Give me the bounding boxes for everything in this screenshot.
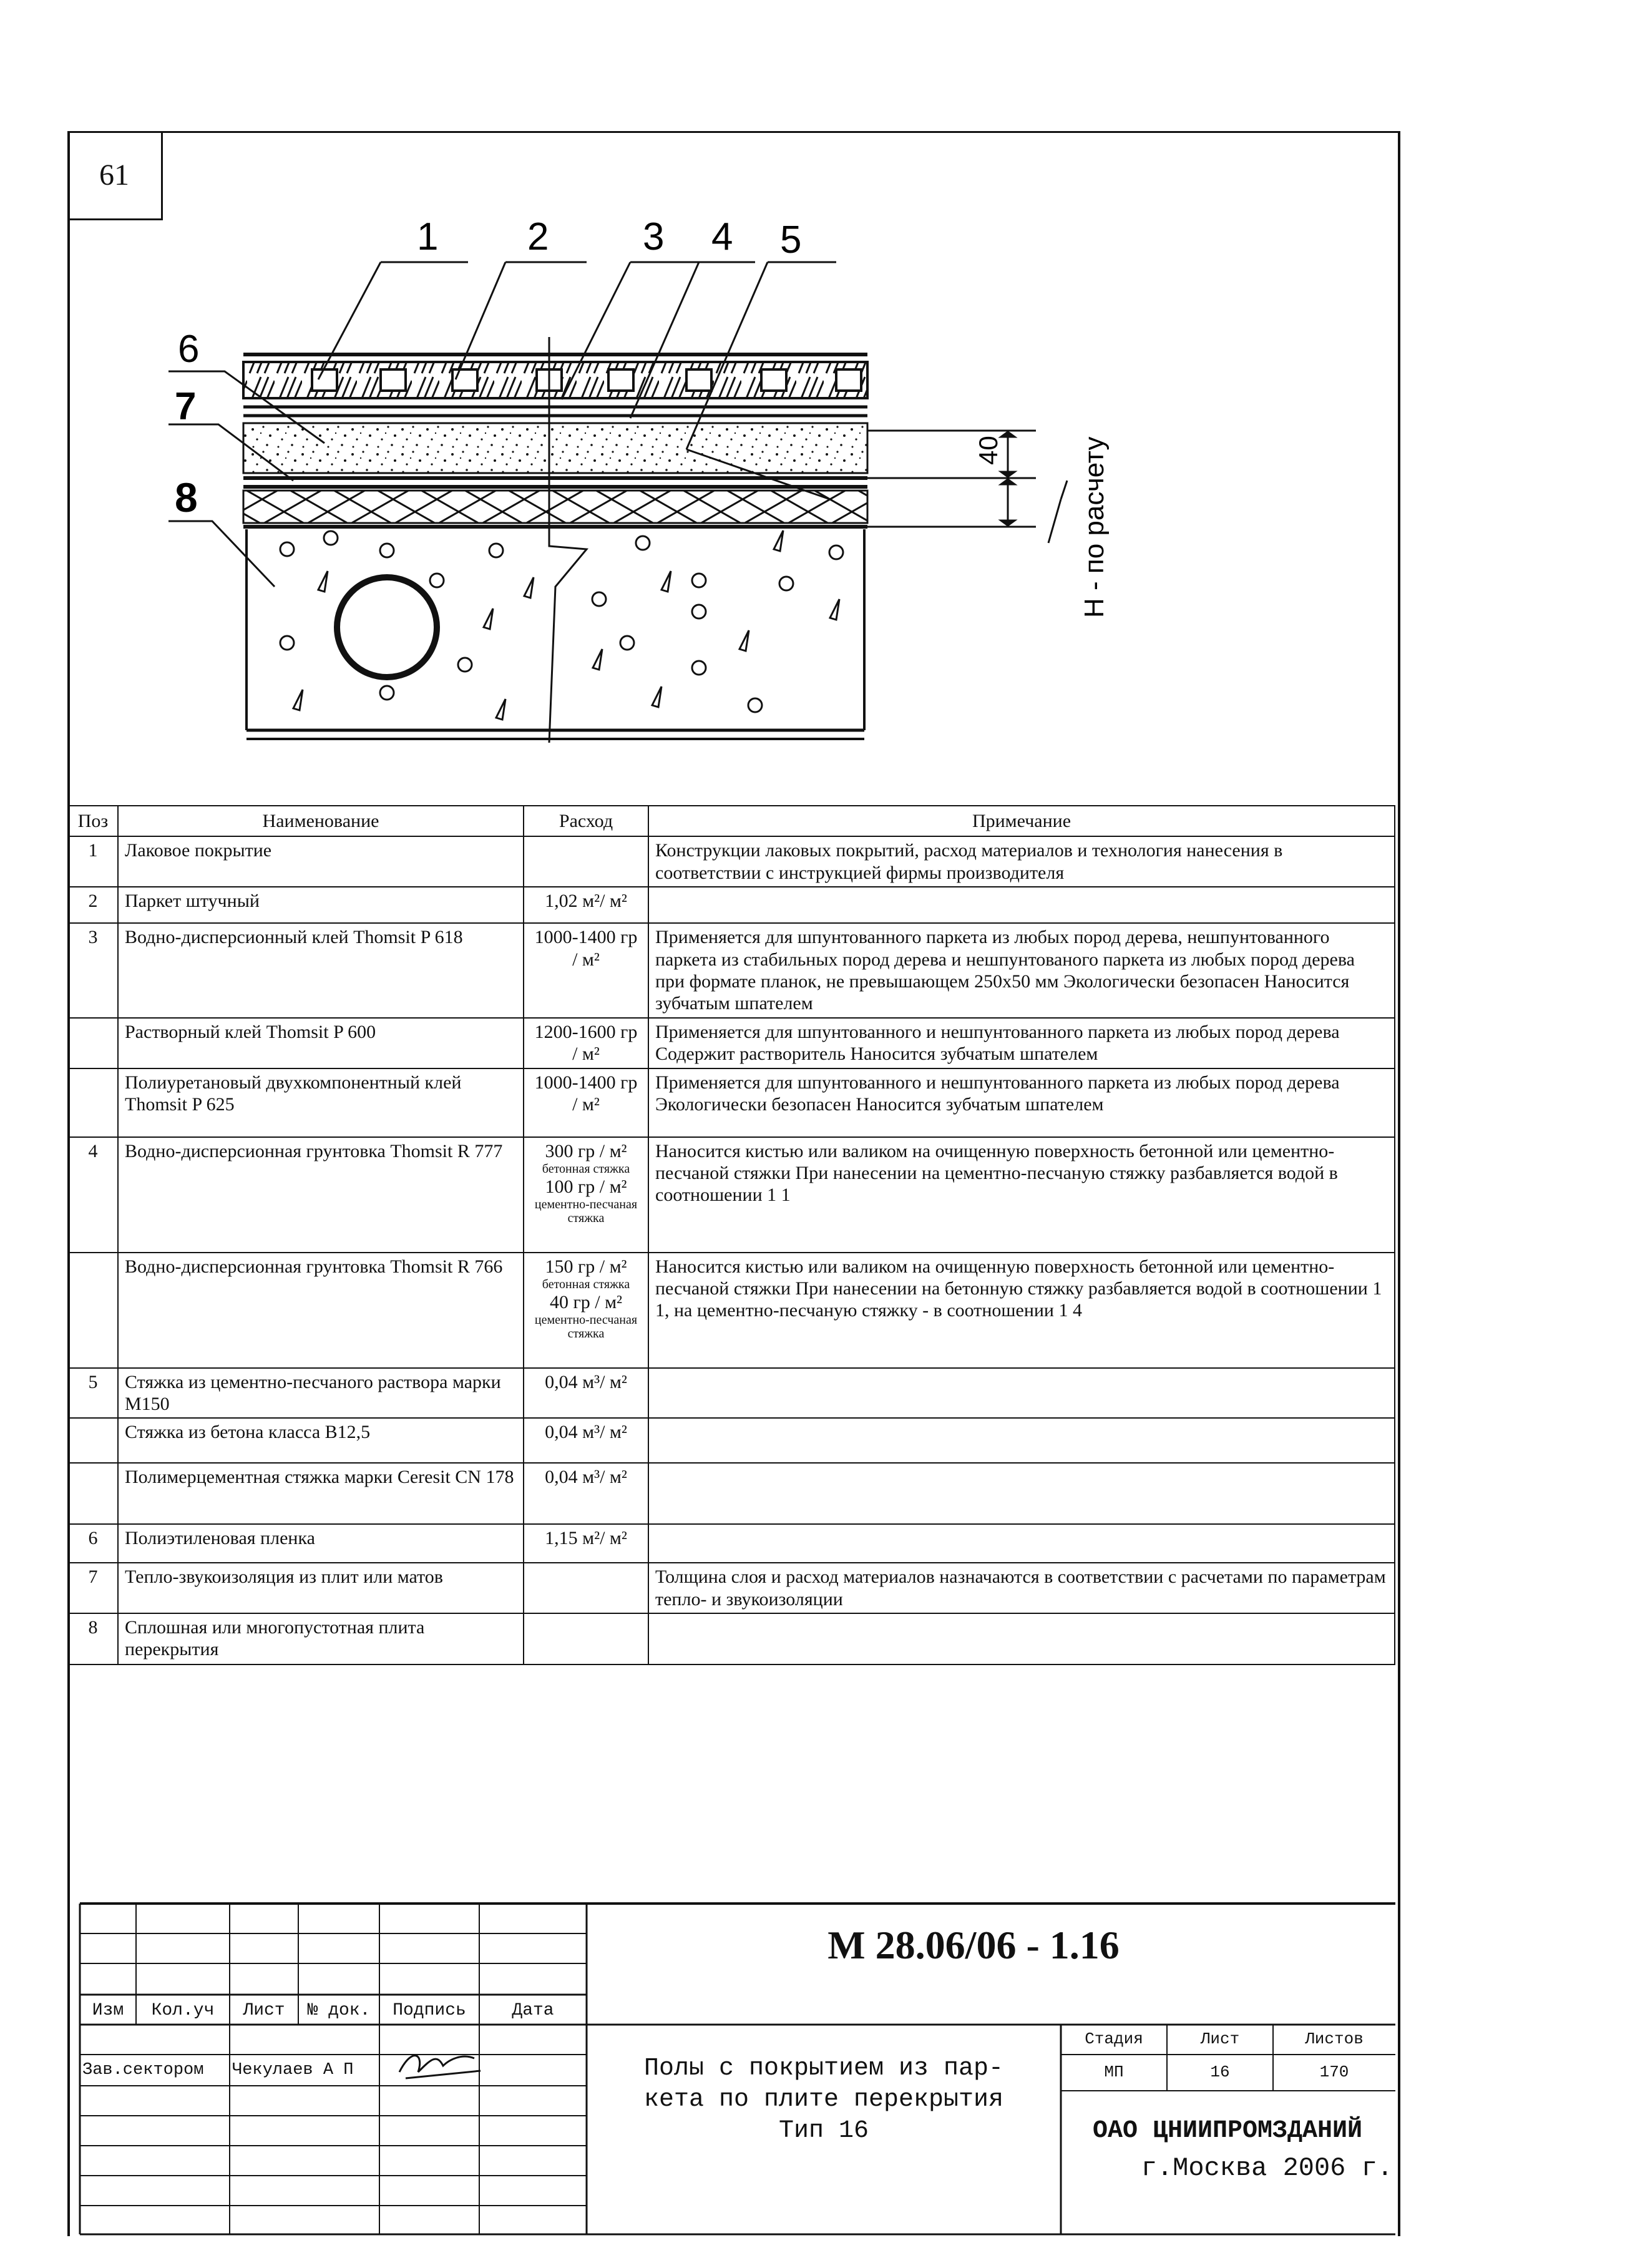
row-note: Толщина слоя и расход материалов назначаются в соответствии с расчетами по параметрам тепло- и звукоизоляции <box>648 1563 1395 1613</box>
organization-name: ОАО ЦНИИПРОМЗДАНИЙ <box>1092 2117 1363 2145</box>
sheet-label: Лист <box>1200 2030 1240 2048</box>
row-pos: 2 <box>68 887 118 923</box>
row-rate: 1,15 м²/ м² <box>524 1524 648 1563</box>
row-pos: 3 <box>68 923 118 1018</box>
dimension-40: 40 <box>974 436 1003 465</box>
row-rate: 1200-1600 гр / м² <box>524 1018 648 1068</box>
header-rate: Расход <box>524 806 648 836</box>
stage-value: МП <box>1104 2063 1124 2081</box>
col-kol-uch: Кол.уч <box>151 2001 215 2020</box>
row-name: Водно-дисперсионный клей Thomsit P 618 <box>118 923 524 1018</box>
row-note: Наносится кистью или валиком на очищенную поверхность бетонной или цементно-песчаной стяжки При нанесении на цементно-песчаную стяжку разбавляется водой в соотношении 1 1 <box>648 1137 1395 1253</box>
row-name: Лаковое покрытие <box>118 836 524 887</box>
row-rate: 0,04 м³/ м² <box>524 1463 648 1524</box>
row-pos: 5 <box>68 1368 118 1419</box>
row-rate: 1,02 м²/ м² <box>524 887 648 923</box>
callout-3: 3 <box>643 215 665 258</box>
row-pos: 6 <box>68 1524 118 1563</box>
dimension-h-label: H - по расчету <box>1079 436 1110 618</box>
row-name: Водно-дисперсионная грунтовка Thomsit R 777 <box>118 1137 524 1253</box>
rate-value: 40 гр / м² <box>549 1291 623 1312</box>
rate-subnote: цементно-песчаная стяжка <box>534 1313 638 1341</box>
sheet-title-line: кета по плите перекрытия <box>643 2086 1004 2114</box>
rate-subnote: цементно-песчаная стяжка <box>534 1198 638 1226</box>
row-rate: 0,04 м³/ м² <box>524 1418 648 1463</box>
callout-2: 2 <box>527 215 549 258</box>
row-pos: 8 <box>68 1613 118 1664</box>
sheets-label: Листов <box>1305 2030 1364 2048</box>
col-izm: Изм <box>92 2001 124 2020</box>
callout-8: 8 <box>175 474 198 521</box>
row-rate: 1000-1400 гр / м² <box>524 1068 648 1137</box>
row-name: Полимерцементная стяжка марки Ceresit CN 178 <box>118 1463 524 1524</box>
sheet-title-line: Полы с покрытием из пар- <box>643 2055 1004 2083</box>
row-name: Водно-дисперсионная грунтовка Thomsit R 766 <box>118 1253 524 1368</box>
header-name: Наименование <box>118 806 524 836</box>
row-rate: 1000-1400 гр / м² <box>524 923 648 1018</box>
stage-label: Стадия <box>1085 2030 1143 2048</box>
callout-1: 1 <box>417 215 439 258</box>
signature <box>399 2056 481 2078</box>
row-name: Сплошная или многопустотная плита перекрытия <box>118 1613 524 1664</box>
callout-7: 7 <box>175 385 197 428</box>
sheet-value: 16 <box>1210 2063 1230 2081</box>
row-note: Конструкции лаковых покрытий, расход материалов и технология нанесения в соответствии с инструкцией фирмы производителя <box>648 836 1395 887</box>
rate-value: 300 гр / м² <box>545 1140 627 1161</box>
row-name: Полиэтиленовая пленка <box>118 1524 524 1563</box>
row-name: Стяжка из бетона класса В12,5 <box>118 1418 524 1463</box>
row-pos: 7 <box>68 1563 118 1613</box>
col-doc-no: № док. <box>307 2001 371 2020</box>
sheet-title-line: Тип 16 <box>778 2117 869 2145</box>
row-rate: 0,04 м³/ м² <box>524 1368 648 1419</box>
city-year: г.Москва 2006 г. <box>1141 2153 1393 2183</box>
row-name: Растворный клей Thomsit P 600 <box>118 1018 524 1068</box>
callout-4: 4 <box>711 215 733 258</box>
row-name: Паркет штучный <box>118 887 524 923</box>
row-pos: 1 <box>68 836 118 887</box>
position-label: Зав.сектором <box>82 2061 204 2080</box>
rate-subnote: бетонная стяжка <box>542 1161 630 1176</box>
row-note: Наносится кистью или валиком на очищенную поверхность бетонной или цементно-песчаной стяжки При нанесении на бетонную стяжку разбавляется водой в соотношении 1 1, на цементно-песчаную стяжку - в соотношении 1 4 <box>648 1253 1395 1368</box>
col-date: Дата <box>512 2001 554 2020</box>
col-list: Лист <box>243 2001 285 2020</box>
row-note: Применяется для шпунтованного паркета из любых пород дерева, нешпунтованного паркета из стабильных пород дерева и нешпунтованого паркета из любых пород дерева при формате планок, не превышающем 250х50 мм Экологически безопасен Наносится зубчатым шпателем <box>648 923 1395 1018</box>
row-pos: 4 <box>68 1137 118 1253</box>
header-note: Примечание <box>648 806 1395 836</box>
header-pos: Поз <box>68 806 118 836</box>
rate-value: 100 гр / м² <box>545 1176 627 1197</box>
row-name: Тепло-звукоизоляция из плит или матов <box>118 1563 524 1613</box>
rate-value: 150 гр / м² <box>545 1256 627 1277</box>
callout-5: 5 <box>780 218 802 262</box>
sheets-value: 170 <box>1319 2063 1349 2081</box>
page-number: 61 <box>67 131 163 220</box>
rate-subnote: бетонная стяжка <box>542 1277 630 1291</box>
row-name: Полиуретановый двухкомпонентный клей Thomsit P 625 <box>118 1068 524 1137</box>
document-code: М 28.06/06 - 1.16 <box>827 1923 1120 1967</box>
person-name: Чекулаев А П <box>232 2061 354 2080</box>
sheet-title <box>590 2053 1058 2147</box>
callout-6: 6 <box>178 328 200 371</box>
col-signature: Подпись <box>393 2001 466 2020</box>
row-name: Стяжка из цементно-песчаного раствора марки М150 <box>118 1368 524 1419</box>
row-note: Применяется для шпунтованного и нешпунтованного паркета из любых пород дерева Содержит растворитель Наносится зубчатым шпателем <box>648 1018 1395 1068</box>
row-note: Применяется для шпунтованного и нешпунтованного паркета из любых пород дерева Экологически безопасен Наносится зубчатым шпателем <box>648 1068 1395 1137</box>
